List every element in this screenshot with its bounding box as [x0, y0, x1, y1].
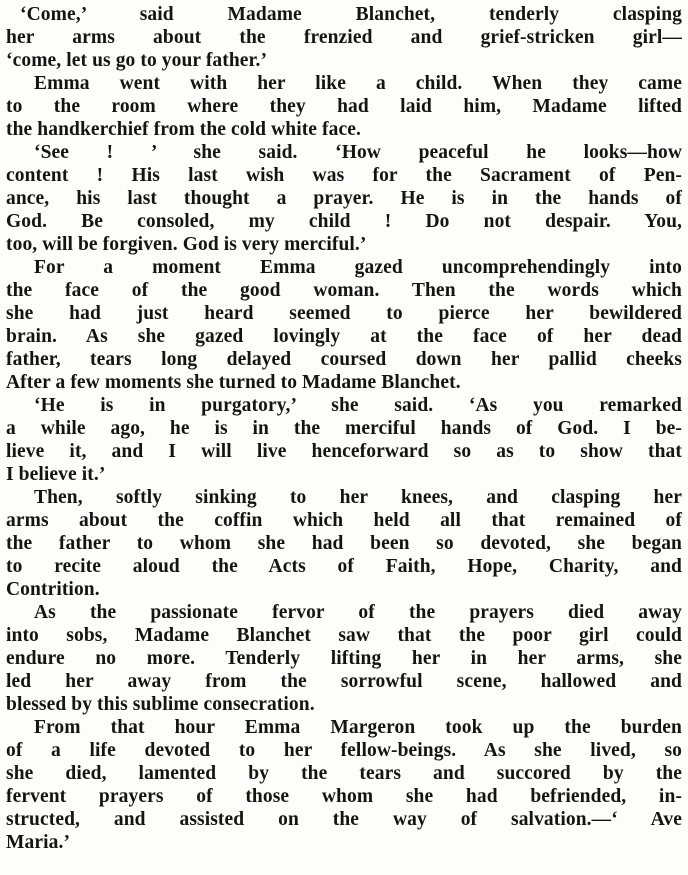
paragraph	[6, 486, 682, 601]
text-line: to the room where they had laid him, Madame lifted	[6, 96, 682, 117]
text-line: I believe it.’	[6, 464, 106, 485]
text-line: As the passionate fervor of the prayers died away	[34, 602, 682, 623]
text-line: Then, softly sinking to her knees, and clasping her	[34, 487, 682, 508]
text-line: Emma went with her like a child. When they came	[34, 73, 682, 94]
text-line: fervent prayers of those whom she had befriended, in-	[6, 786, 682, 807]
text-line: blessed by this sublime consecration.	[6, 694, 315, 715]
paragraph	[6, 601, 682, 716]
text-line: led her away from the sorrowful scene, hallowed and	[6, 671, 682, 692]
text-line: she died, lamented by the tears and succored by the	[6, 763, 682, 784]
text-line: into sobs, Madame Blanchet saw that the poor girl could	[6, 625, 682, 646]
text-line: lieve it, and I will live henceforward so as to show that	[6, 441, 682, 462]
paragraph	[6, 394, 682, 486]
text-line: ‘Come,’ said Madame Blanchet, tenderly clasping	[20, 4, 682, 25]
paragraph	[6, 3, 682, 72]
text-line: Contrition.	[6, 579, 100, 600]
text-line: to recite aloud the Acts of Faith, Hope, Charity, and	[6, 556, 682, 577]
text-line: ‘See ! ’ she said. ‘How peaceful he looks—how	[34, 142, 682, 163]
article-body	[6, 3, 682, 854]
text-line: For a moment Emma gazed uncomprehendingly into	[34, 257, 682, 278]
text-line: too, will be forgiven. God is very merciful.’	[6, 234, 367, 255]
text-line: ance, his last thought a prayer. He is in the hands of	[6, 188, 682, 209]
text-line: brain. As she gazed lovingly at the face of her dead	[6, 326, 682, 347]
text-line: of a life devoted to her fellow-beings. As she lived, so	[6, 740, 682, 761]
text-line: After a few moments she turned to Madame Blanchet.	[6, 372, 461, 393]
paragraph	[6, 141, 682, 256]
text-line: father, tears long delayed coursed down her pallid cheeks	[6, 349, 682, 370]
text-line: Maria.’	[6, 832, 71, 853]
text-line: arms about the coffin which held all that remained of	[6, 510, 682, 531]
text-line: ‘He is in purgatory,’ she said. ‘As you remarked	[34, 395, 682, 416]
text-line: From that hour Emma Margeron took up the burden	[34, 717, 682, 738]
text-line: she had just heard seemed to pierce her bewildered	[6, 303, 682, 324]
text-line: structed, and assisted on the way of salvation.—‘ Ave	[6, 809, 682, 830]
text-line: a while ago, he is in the merciful hands of God. I be-	[6, 418, 682, 439]
text-line: endure no more. Tenderly lifting her in her arms, she	[6, 648, 682, 669]
paragraph	[6, 716, 682, 854]
text-line: the father to whom she had been so devoted, she began	[6, 533, 682, 554]
text-line: content ! His last wish was for the Sacrament of Pen-	[6, 165, 682, 186]
paragraph	[6, 72, 682, 141]
text-line: ‘come, let us go to your father.’	[6, 50, 268, 71]
paragraph	[6, 256, 682, 394]
text-line: the handkerchief from the cold white face.	[6, 119, 361, 140]
text-line: God. Be consoled, my child ! Do not despair. You,	[6, 211, 682, 232]
text-line: the face of the good woman. Then the words which	[6, 280, 682, 301]
text-line: her arms about the frenzied and grief-stricken girl—	[6, 27, 682, 48]
